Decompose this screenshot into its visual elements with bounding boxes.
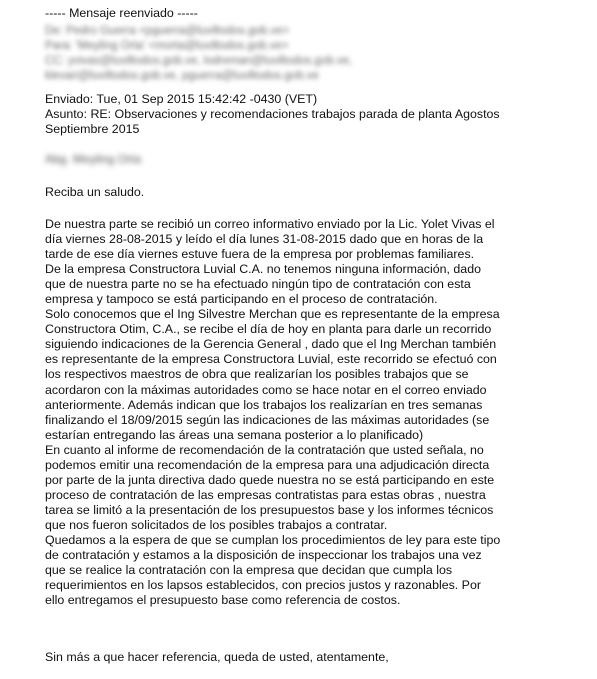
body-line: tarde de ese día viernes estuve fuera de la empresa por problemas familiares. xyxy=(45,247,475,262)
body-line: empresa y tampoco se está participando en el proceso de contratación. xyxy=(45,292,438,307)
body-line: que nos fueron solicitados de los posibles trabajos a contratar. xyxy=(45,517,388,532)
body-line: Solo conocemos que el Ing Silvestre Merchan que es representante de la empresa xyxy=(45,307,500,322)
cc-field-redacted-cont: klevari@luviltodos.gob.ve, pguerra@luviltodos.gob.ve xyxy=(45,70,319,82)
body-line: Constructora Otim, C.A., se recibe el día de hoy en planta para darle un recorrido xyxy=(45,322,492,337)
body-line: que de nuestra parte no se ha efectuado ningún tipo de contratación con esta xyxy=(45,277,471,292)
body-line: por parte de la junta directiva dado quede nuestra no se está participando en este xyxy=(45,472,495,487)
body-line: En cuanto al informe de recomendación de la contratación que usted señala, no xyxy=(45,442,484,457)
body-line: día viernes 28-08-2015 y leído el día lunes 31-08-2015 dado que en horas de la xyxy=(45,232,484,247)
subject-line-cont: Septiembre 2015 xyxy=(45,122,140,136)
body-line: De la empresa Constructora Luvial C.A. no tenemos ninguna información, dado xyxy=(45,262,481,277)
sender-name-redacted: Abg. Meyling Orta xyxy=(45,152,142,166)
body-line: finalizando el 18/09/2015 según las indicaciones de las máximas autoridades (se xyxy=(45,412,490,427)
body-line: proceso de contratación de las empresas contratistas para estas obras , nuestra xyxy=(45,487,486,502)
body-line: es representante de la empresa Constructora Luvial, este recorrido se efectuó con xyxy=(45,352,497,367)
body-line: requerimientos en los lapsos establecidos, con precios justos y razonables. Por xyxy=(45,578,481,593)
body-line: estarían entregando las áreas una semana posterior a lo planificado) xyxy=(45,427,424,442)
body-line: ello entregamos el presupuesto base como referencia de costos. xyxy=(45,593,401,608)
message-body xyxy=(45,217,585,608)
body-line: que se realice la contratación con la empresa que decidan que cumpla los xyxy=(45,563,453,578)
greeting: Reciba un saludo. xyxy=(45,185,145,199)
subject-line: Asunto: RE: Observaciones y recomendaciones trabajos parada de planta Agostos xyxy=(45,107,500,121)
to-field-redacted: Para: 'Meyling Orta' <morta@luviltodos.gob.ve> xyxy=(45,40,289,52)
body-line: podemos emitir una recomendación de la empresa para una adjudicación directa xyxy=(45,457,490,472)
body-line: Quedamos a la espera de que se cumplan los procedimientos de ley para este tipo xyxy=(45,532,501,547)
body-line: siguiendo indicaciones de la Gerencia General , dado que el Ing Merchan también xyxy=(45,337,497,352)
body-line: anteriormente. Además indican que los trabajos los realizarían en tres semanas xyxy=(45,397,483,412)
from-field-redacted: De: Pedro Guerra <pguerra@luviltodos.gob.ve> xyxy=(45,25,290,37)
sent-date: Enviado: Tue, 01 Sep 2015 15:42:42 -0430 (VET) xyxy=(45,92,318,106)
body-line: acordaron con la máximas autoridades como se hace notar en el correo enviado xyxy=(45,382,487,397)
closing-line: Sin más a que hacer referencia, queda de usted, atentamente, xyxy=(45,650,389,664)
body-line: los respectivos maestros de obra que realizarían los posibles trabajos que se xyxy=(45,367,469,382)
forwarded-message-divider: ----- Mensaje reenviado ----- xyxy=(45,6,198,20)
body-line: de contratación y estamos a la disposición de inspeccionar los trabajos una vez xyxy=(45,548,482,563)
body-line: De nuestra parte se recibió un correo informativo enviado por la Lic. Yolet Vivas el xyxy=(45,217,495,231)
body-line: tarea se limitó a la presentación de los presupuestos base y los informes técnicos xyxy=(45,502,494,517)
redacted-header-fields xyxy=(45,24,565,84)
cc-field-redacted: CC: yvivas@luviltodos.gob.ve, lodreman@luviltodos.gob.ve, xyxy=(45,55,353,67)
